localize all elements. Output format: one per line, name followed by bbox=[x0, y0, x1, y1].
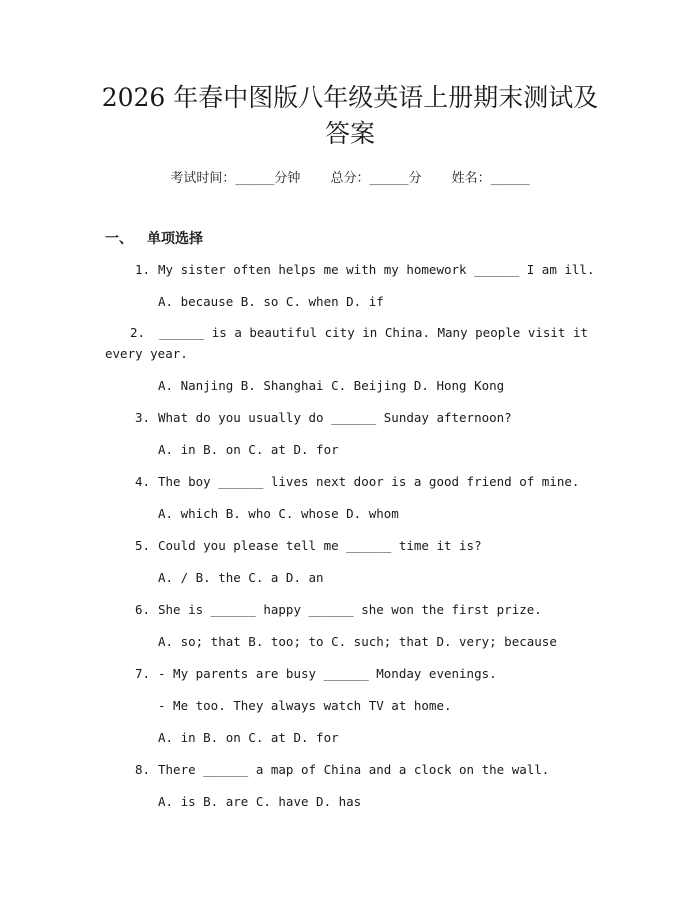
question-number: 8. bbox=[134, 762, 150, 777]
section-heading bbox=[105, 228, 203, 248]
question-text bbox=[134, 410, 512, 426]
exam-time: 考试时间：______分钟 bbox=[170, 171, 301, 186]
question-number: 6. bbox=[134, 602, 150, 617]
question-options: A. in B. on C. at D. for bbox=[158, 442, 339, 457]
question-options: A. because B. so C. when D. if bbox=[158, 294, 384, 309]
question-stem: My sister often helps me with my homework ______ I am ill. bbox=[158, 262, 595, 277]
page-title: 2026 年春中图版八年级英语上册期末测试及答案 bbox=[101, 83, 599, 148]
question-text bbox=[134, 602, 542, 618]
exam-info bbox=[0, 167, 700, 186]
question-text bbox=[134, 538, 482, 554]
question-options: A. / B. the C. a D. an bbox=[158, 570, 324, 585]
question-number: 4. bbox=[134, 474, 150, 489]
question-options: A. so; that B. too; to C. such; that D. very; because bbox=[158, 634, 557, 649]
question-options: A. Nanjing B. Shanghai C. Beijing D. Hong Kong bbox=[158, 378, 505, 393]
question-text bbox=[134, 762, 550, 778]
section-number: 一、 bbox=[105, 231, 133, 247]
question-stem: ______ is a beautiful city in China. Many people visit it every year. bbox=[105, 325, 589, 361]
question-text bbox=[105, 322, 593, 364]
total-score: 总分：______分 bbox=[330, 171, 422, 186]
question-stem: The boy ______ lives next door is a good friend of mine. bbox=[158, 474, 580, 489]
dialogue-reply: - Me too. They always watch TV at home. bbox=[158, 698, 452, 713]
question-stem: She is ______ happy ______ she won the first prize. bbox=[158, 602, 542, 617]
question-stem: Could you please tell me ______ time it is? bbox=[158, 538, 482, 553]
question-number: 2. bbox=[130, 325, 146, 340]
question-number: 5. bbox=[134, 538, 150, 553]
question-options: A. in B. on C. at D. for bbox=[158, 730, 339, 745]
question-number: 1. bbox=[134, 262, 150, 277]
section-title: 单项选择 bbox=[147, 231, 203, 247]
question-number: 7. bbox=[134, 666, 150, 681]
question-stem: There ______ a map of China and a clock on the wall. bbox=[158, 762, 550, 777]
question-options: A. is B. are C. have D. has bbox=[158, 794, 362, 809]
question-text bbox=[134, 262, 595, 278]
question-text bbox=[134, 666, 497, 682]
question-options: A. which B. who C. whose D. whom bbox=[158, 506, 399, 521]
question-stem: - My parents are busy ______ Monday evenings. bbox=[158, 666, 497, 681]
question-text bbox=[134, 474, 580, 490]
student-name: 姓名：______ bbox=[451, 171, 530, 186]
question-stem: What do you usually do ______ Sunday afternoon? bbox=[158, 410, 512, 425]
question-number: 3. bbox=[134, 410, 150, 425]
